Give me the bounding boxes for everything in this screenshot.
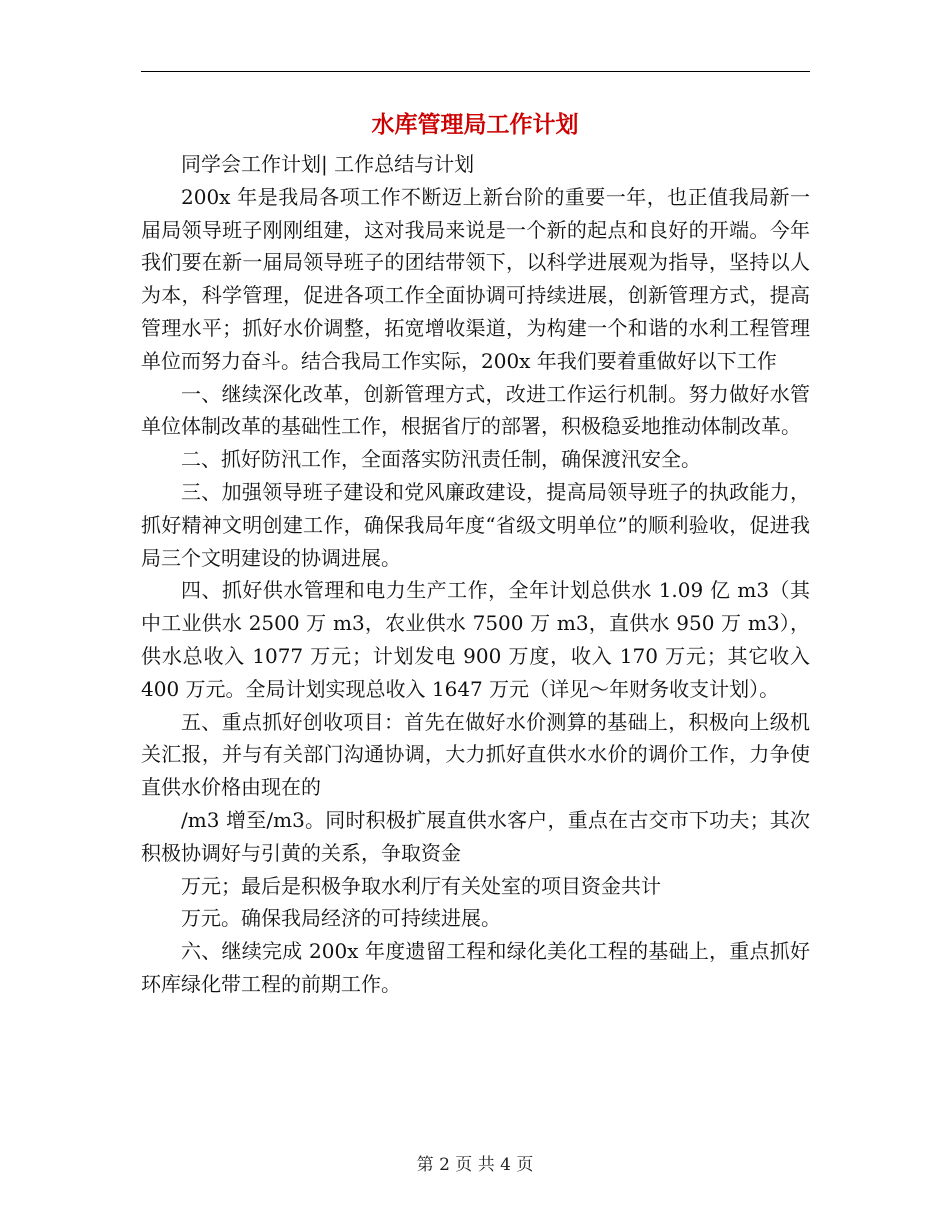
paragraph-item-2: 二、抓好防汛工作，全面落实防汛责任制，确保渡汛安全。 [181, 447, 701, 472]
page-number: 第 2 页 共 4 页 [416, 1155, 534, 1175]
paragraph-intro: 200x 年是我局各项工作不断迈上新台阶的重要一年，也正值我局新一届局领导班子刚刚组建，这对我局来说是一个新的起点和良好的开端。今年我们要在新一届局领导班子的团结带领下，以科学进展观为指导，坚持以人为本，科学管理，促进各项工作全面协调可持续进展，创新管理方式，提高管理水平；抓好水价调整，拓宽增收渠道，为构建一个和谐的水利工程管理单位而努力奋斗。结合我局工作实际，200x 年我们要着重做好以下工作 [141, 184, 810, 373]
paragraph-item-6: 六、继续完成 200x 年度遗留工程和绿化美化工程的基础上，重点抓好环库绿化带工程的前期工作。 [141, 939, 810, 996]
paragraph-subtitle: 同学会工作计划| 工作总结与计划 [181, 152, 475, 176]
paragraph-item-5-cont-2: 万元；最后是积极争取水利厅有关处室的项目资金共计 [181, 873, 661, 898]
paragraph-item-5-cont-1: /m3 增至/m3。同时积极扩展直供水客户，重点在古交市下功夫；其次积极协调好与引黄的关系，争取资金 [141, 807, 810, 865]
paragraph-item-3: 三、加强领导班子建设和党风廉政建设，提高局领导班子的执政能力，抓好精神文明创建工作，确保我局年度“省级文明单位”的顺利验收，促进我局三个文明建设的协调进展。 [141, 479, 810, 570]
document-title: 水库管理局工作计划 [371, 112, 579, 138]
paragraph-item-1: 一、继续深化改革，创新管理方式，改进工作运行机制。努力做好水管单位体制改革的基础性工作，根据省厅的部署，积极稳妥地推动体制改革。 [141, 381, 810, 439]
paragraph-item-4: 四、抓好供水管理和电力生产工作，全年计划总供水 1.09 亿 m3（其中工业供水 2500 万 m3，农业供水 7500 万 m3，直供水 950 万 m3），供水总收入 1077 万元；计划发电 900 万度，收入 170 万元；其它收入 400 万元。全局计划实现总收入 1647 万元（详见～年财务收支计划）。 [141, 578, 810, 701]
paragraph-item-5-cont-3: 万元。确保我局经济的可持续进展。 [181, 906, 501, 931]
header-rule [141, 71, 810, 72]
paragraph-item-5: 五、重点抓好创收项目：首先在做好水价测算的基础上，积极向上级机关汇报，并与有关部门沟通协调，大力抓好直供水水价的调价工作，力争使直供水价格由现在的 [141, 709, 810, 800]
document-body [141, 148, 810, 1001]
